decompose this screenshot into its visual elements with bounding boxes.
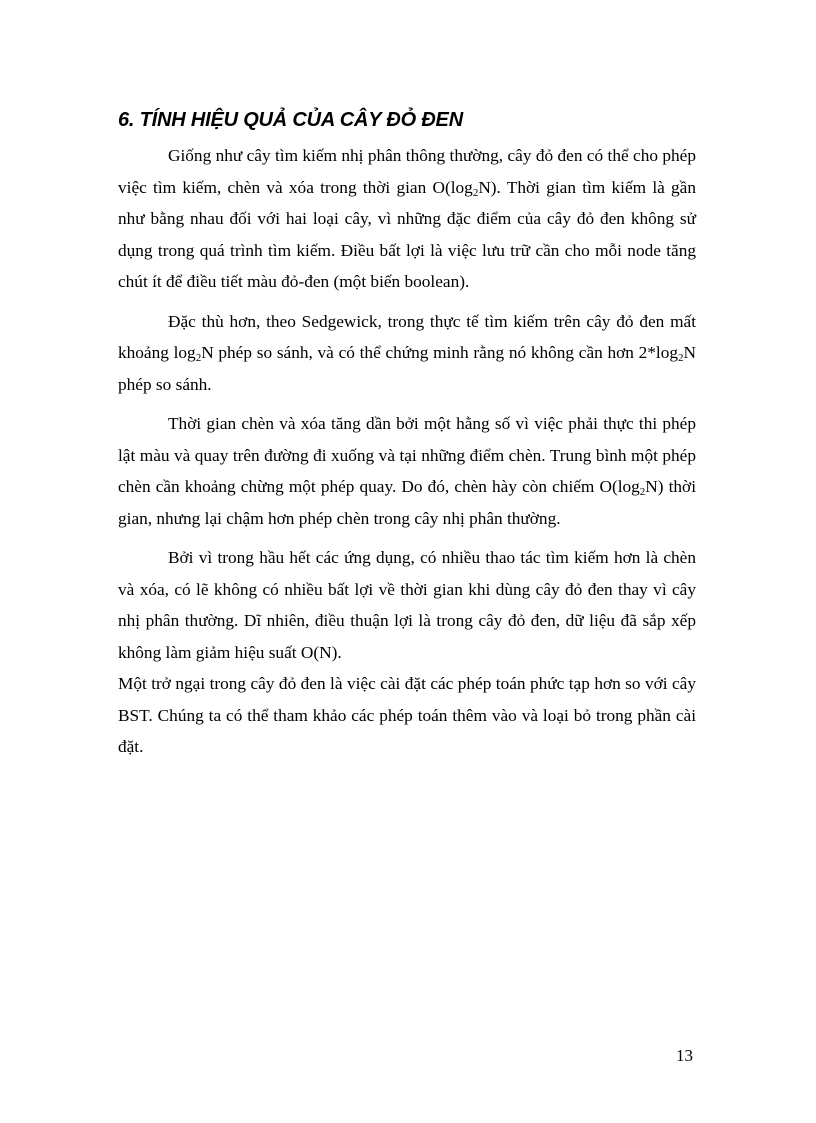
- paragraph-applications: Bởi vì trong hầu hết các ứng dụng, có nhiều thao tác tìm kiếm hơn là chèn và xóa, có lẽ không có nhiều bất lợi về thời gian khi dùng cây đỏ đen thay vì cây nhị phân thường. Dĩ nhiên, điều thuận lợi là trong cây đỏ đen, dữ liệu đã sắp xếp không làm giảm hiệu suất O(N).: [118, 548, 696, 662]
- text-run: N phép so sánh, và có thể chứng minh rằng nó không cần hơn 2*log: [201, 343, 679, 362]
- page-number: 13: [676, 1046, 693, 1065]
- page-content: [118, 106, 696, 771]
- subscript: 2: [472, 186, 479, 199]
- text-run: N phép so sánh.: [118, 343, 696, 394]
- subscript: 2: [639, 486, 646, 498]
- text-run: N) thời gian, nhưng lại chậm hơn phép chèn trong cây nhị phân thường.: [118, 477, 696, 528]
- paragraph-implementation-drawback: Một trở ngại trong cây đỏ đen là việc cài đặt các phép toán phức tạp hơn so với cây BST. Chúng ta có thể tham khảo các phép toán thêm vào và loại bỏ trong phần cài đặt.: [118, 674, 696, 756]
- subscript: 2: [195, 352, 202, 364]
- text-run: Đặc thù hơn, theo Sedgewick, trong thực tế tìm kiếm trên cây đỏ đen mất khoảng log: [118, 311, 696, 362]
- text-run: Thời gian chèn và xóa tăng dần bởi một hằng số vì việc phải thực thi phép lật màu và quay trên đường đi xuống và tại những điểm chèn. Trung bình một phép chèn cần khoảng chừng một phép quay. Do đó, chèn hày còn chiếm O(log: [118, 414, 696, 496]
- section-title: 6. TÍNH HIỆU QUẢ CỦA CÂY ĐỎ ĐEN: [118, 109, 463, 131]
- text-run: N). Thời gian tìm kiếm là gần như bằng nhau đối với hai loại cây, vì những đặc điểm của cây đỏ đen không sử dụng trong quá trình tìm kiếm. Điều bất lợi là việc lưu trữ cần cho mỗi node tăng chút ít để điều tiết màu đỏ-đen (một biến boolean).: [118, 177, 696, 291]
- text-run: Giống như cây tìm kiếm nhị phân thông thường, cây đỏ đen có thể cho phép việc tìm kiếm, chèn và xóa trong thời gian O(log: [118, 146, 696, 197]
- paragraph-sedgewick: [118, 306, 696, 401]
- paragraph-insert-delete-time: [118, 408, 696, 534]
- subscript: 2: [678, 352, 684, 364]
- paragraph-efficiency-overview: [118, 140, 696, 298]
